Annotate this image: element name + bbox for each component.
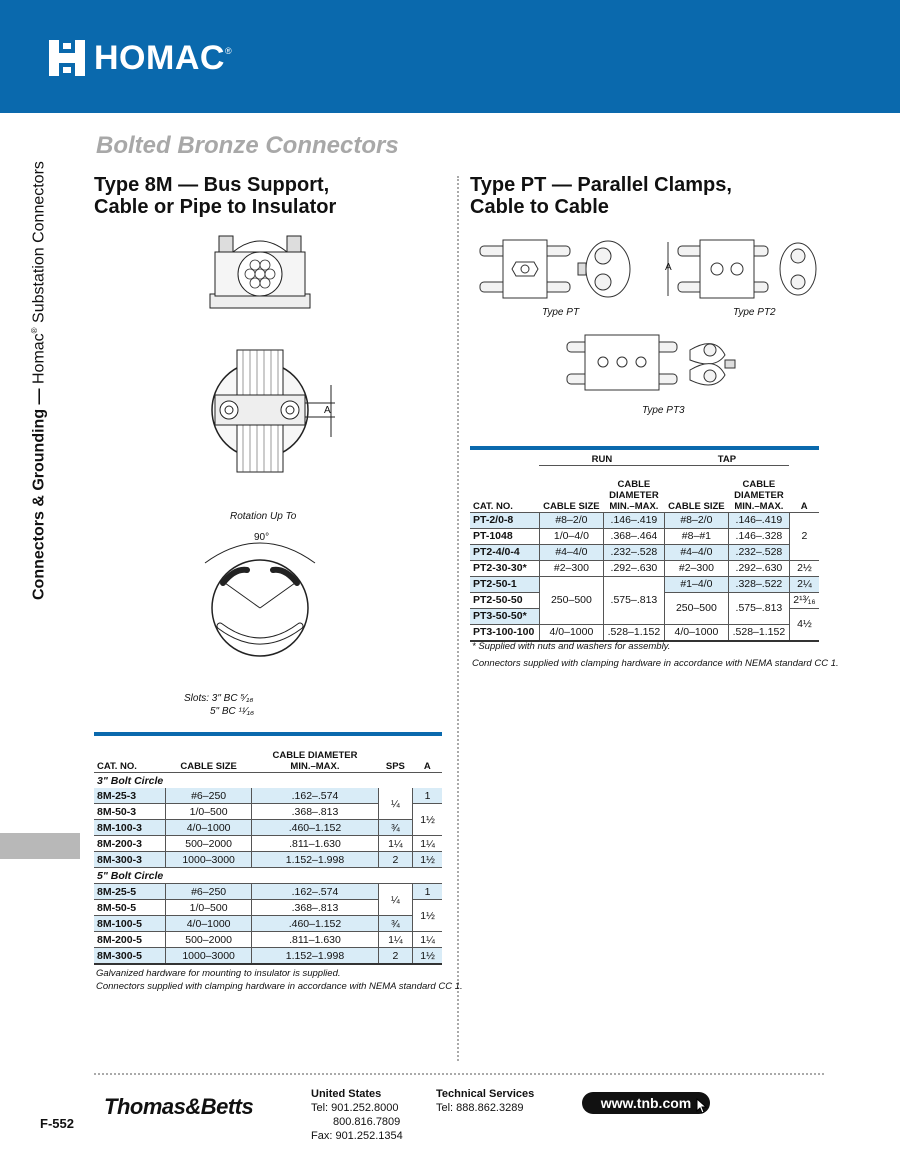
rotation-angle: 90° (254, 532, 270, 543)
type-8m-front-drawing (205, 230, 315, 312)
cursor-arrow-icon (696, 1098, 708, 1114)
type-pt-drawing (478, 238, 638, 300)
type-pt3-drawing (565, 330, 740, 395)
right-note-2: Connectors supplied with clamping hardware in accordance with NEMA standard CC 1. (472, 658, 839, 669)
table-row: 8M-200-5 500–2000 .811–1.630 1¼ 1¼ (94, 932, 442, 948)
type-pt-table (470, 446, 819, 642)
homac-logo-icon (48, 38, 86, 78)
table-row: 8M-50-5 1/0–500 .368–.813 1½ (94, 900, 442, 916)
us-tel1: Tel: 901.252.8000 (311, 1102, 399, 1114)
type-8m-title-line1: Type 8M — Bus Support, (94, 174, 330, 196)
type-8m-table (94, 732, 442, 965)
us-fax: Fax: 901.252.1354 (311, 1130, 403, 1142)
caption-type-pt3: Type PT3 (642, 405, 685, 416)
table-row: PT2-50-50 250–500 .575–.813 2¹³⁄₁₆ (470, 592, 819, 608)
side-label-part2: Homac (30, 333, 48, 384)
slots-line2: 5" BC ¹¹⁄₁₆ (210, 706, 255, 717)
thomas-betts-logo: Thomas&Betts (104, 1094, 254, 1119)
tech-services-contact (436, 1087, 534, 1115)
table-row: PT2-30-30* #2–300 .292–.630 #2–300 .292–.630 2½ (470, 560, 819, 576)
type-pt2-drawing (660, 238, 820, 300)
th-cable-size: CABLE SIZE (180, 761, 237, 772)
group-3in: 3" Bolt Circle (97, 774, 164, 787)
us-contact (311, 1087, 403, 1143)
us-tel2: 800.816.7809 (333, 1116, 401, 1128)
table-row: 8M-300-3 1000–3000 1.152–1.998 2 1½ (94, 852, 442, 868)
table-row: PT-1048 1/0–4/0 .368–.464 #8–#1 .146–.328 (470, 528, 819, 544)
table-row: 8M-25-5 #6–250 .162–.574 ¼ 1 (94, 884, 442, 900)
th-run: RUN (539, 448, 664, 466)
rotation-diagram (195, 528, 325, 658)
left-note-1: Galvanized hardware for mounting to insulator is supplied. (96, 968, 341, 979)
side-section-label (30, 161, 48, 600)
us-heading: United States (311, 1088, 382, 1100)
left-note-2: Connectors supplied with clamping hardware in accordance with NEMA standard CC 1. (96, 981, 463, 992)
th-diameter: CABLE DIAMETER MIN.–MAX. (272, 750, 358, 772)
th-cat: CAT. NO. (97, 761, 137, 772)
th-tap: TAP (664, 448, 789, 466)
side-label-part1: Connectors & Grounding (30, 408, 48, 600)
th-tap-diam: CABLE DIAMETER MIN.–MAX. (734, 478, 784, 512)
table-row: 8M-200-3 500–2000 .811–1.630 1¼ 1¼ (94, 836, 442, 852)
homac-logo (48, 38, 232, 78)
table-row: PT2-50-1 250–500 .575–.813 #1–4/0 .328–.522 2¼ (470, 576, 819, 592)
column-divider (457, 176, 459, 1061)
type-8m-title-line2: Cable or Pipe to Insulator (94, 196, 337, 218)
table-row: PT2-4/0-4 #4–4/0 .232–.528 #4–4/0 .232–.528 (470, 544, 819, 560)
side-label-reg: ® (30, 327, 39, 334)
page-number: F-552 (40, 1116, 74, 1131)
section-title: Bolted Bronze Connectors (96, 132, 399, 159)
table-row: 8M-300-5 1000–3000 1.152–1.998 2 1½ (94, 948, 442, 965)
ts-heading: Technical Services (436, 1088, 535, 1100)
type-pt-title-line2: Cable to Cable (470, 196, 609, 218)
table-row: PT3-50-50* 4½ (470, 608, 819, 624)
table-row: PT3-100-100 4/0–1000 .528–1.152 4/0–1000 .528–1.152 (470, 624, 819, 641)
right-note-1: * Supplied with nuts and washers for assembly. (472, 641, 671, 652)
caption-type-pt2: Type PT2 (733, 307, 776, 318)
type-8m-top-drawing (205, 345, 340, 475)
rotation-caption: Rotation Up To (230, 511, 297, 522)
side-label-dash: — (30, 384, 48, 409)
th-pt-a: A (800, 500, 808, 512)
type-pt2-dim-label: A (665, 262, 672, 273)
type-pt-title-line1: Type PT — Parallel Clamps, (470, 174, 732, 196)
type-pt-title (470, 174, 732, 218)
table-row: 8M-100-5 4/0–1000 .460–1.152 ¾ (94, 916, 442, 932)
caption-type-pt: Type PT (542, 307, 580, 318)
type-8m-dim-label: A (324, 405, 331, 416)
website-link[interactable]: www.tnb.com (582, 1092, 710, 1114)
homac-wordmark: HOMAC (94, 38, 225, 77)
group-5in: 5" Bolt Circle (97, 869, 164, 882)
th-run-size: CABLE SIZE (543, 500, 600, 512)
table-row: 8M-25-3 #6–250 .162–.574 ¼ 1 (94, 788, 442, 804)
section-tab (0, 833, 80, 859)
th-tap-size: CABLE SIZE (668, 500, 725, 512)
type-8m-title (94, 174, 336, 218)
slots-line1: Slots: 3" BC ⁵⁄₁₆ (184, 693, 254, 704)
th-run-diam: CABLE DIAMETER MIN.–MAX. (609, 478, 659, 512)
header-bar (0, 0, 900, 113)
table-row: PT-2/0-8 #8–2/0 .146–.419 #8–2/0 .146–.419 2 (470, 512, 819, 528)
registered-mark: ® (224, 46, 232, 56)
th-sps: SPS (385, 761, 405, 772)
ts-tel: Tel: 888.862.3289 (436, 1102, 524, 1114)
side-label-part3: Substation Connectors (30, 161, 48, 328)
th-pt-cat: CAT. NO. (473, 500, 513, 512)
table-row: 8M-50-3 1/0–500 .368–.813 1½ (94, 804, 442, 820)
table-row: 8M-100-3 4/0–1000 .460–1.152 ¾ (94, 820, 442, 836)
th-a: A (423, 761, 431, 772)
footer-divider (94, 1073, 824, 1075)
